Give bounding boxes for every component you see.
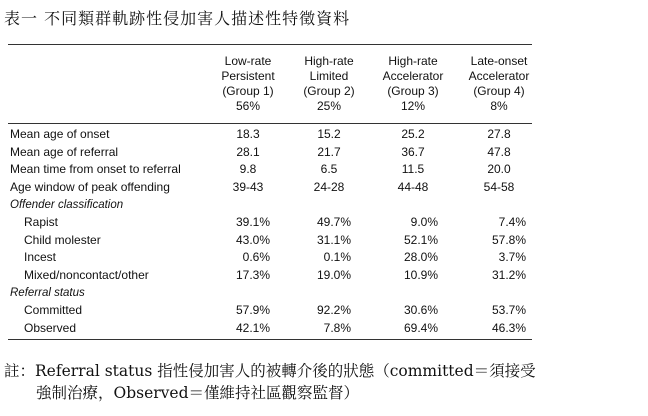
column-header-group-1 (208, 54, 288, 114)
table-cell: 57.8% (491, 233, 526, 247)
table-row (8, 232, 532, 249)
section-label: Offender classification (10, 199, 124, 211)
table-cell: 25.2 (401, 127, 425, 141)
row-label: Committed (24, 303, 83, 317)
table-cell: 9.0% (410, 215, 438, 229)
table-cell: 7.8% (323, 321, 351, 335)
table-row (8, 249, 532, 266)
footnote-line: 註：Referral status 指性侵加害人的被轉介後的狀態（committed＝須接受 (4, 362, 536, 380)
column-header-percent: 12% (400, 99, 426, 113)
table-cell: 31.1% (316, 233, 351, 247)
table-row (8, 179, 532, 196)
footnote (4, 360, 644, 404)
row-label: Child molester (24, 233, 101, 247)
column-header-group-4 (456, 54, 542, 114)
table-cell: 69.4% (403, 321, 438, 335)
row-label: Mixed/noncontact/other (24, 268, 149, 282)
table-cell: 9.8 (239, 162, 257, 176)
table-cell: 39.1% (235, 215, 270, 229)
column-header-group: (Group 3) (387, 84, 439, 98)
table-cell: 10.9% (403, 268, 438, 282)
table-cell: 21.7 (317, 145, 341, 159)
footnote-line: 強制治療，Observed＝僅維持社區觀察監督） (36, 384, 360, 402)
table-cell: 3.7% (498, 250, 526, 264)
table-row (8, 267, 532, 284)
table-cell: 20.0 (487, 162, 511, 176)
table-cell: 27.8 (487, 127, 511, 141)
table-cell: 92.2% (316, 303, 351, 317)
table-cell: 6.5 (320, 162, 338, 176)
table-cell: 39-43 (232, 180, 264, 194)
table-cell: 19.0% (316, 268, 351, 282)
row-label: Age window of peak offending (10, 180, 170, 194)
table-cell: 42.1% (235, 321, 270, 335)
section-header (8, 197, 532, 214)
top-rule (8, 44, 532, 45)
column-header-name: High-rate (388, 54, 438, 68)
column-header-subname: Accelerator (468, 69, 530, 83)
table-cell: 30.6% (403, 303, 438, 317)
table-cell: 53.7% (491, 303, 526, 317)
table-cell: 17.3% (235, 268, 270, 282)
column-header-percent: 25% (316, 99, 342, 113)
header-rule (8, 123, 532, 124)
table-cell: 47.8 (487, 145, 511, 159)
table-cell: 49.7% (316, 215, 351, 229)
section-label: Referral status (10, 287, 85, 299)
table-row (8, 144, 532, 161)
table-row (8, 214, 532, 231)
bottom-rule (8, 339, 532, 340)
table-cell: 31.2% (491, 268, 526, 282)
section-header (8, 285, 532, 302)
row-label: Mean time from onset to referral (10, 162, 181, 176)
column-header-group: (Group 1) (222, 84, 274, 98)
table-cell: 57.9% (235, 303, 270, 317)
column-header-percent: 56% (235, 99, 261, 113)
row-label: Mean age of onset (10, 127, 110, 141)
column-header-group: (Group 2) (303, 84, 355, 98)
table-title: 表一 不同類群軌跡性侵加害人描述性特徵資料 (4, 9, 351, 28)
table-cell: 43.0% (235, 233, 270, 247)
column-header-percent: 8% (490, 99, 508, 113)
column-header-subname: Accelerator (382, 69, 444, 83)
table-cell: 44-48 (397, 180, 429, 194)
column-header-subname: Persistent (221, 69, 275, 83)
table-cell: 52.1% (403, 233, 438, 247)
table-cell: 0.1% (323, 250, 351, 264)
table-row (8, 126, 532, 143)
table-cell: 24-28 (313, 180, 345, 194)
row-label: Incest (24, 250, 57, 264)
table-cell: 28.1 (236, 145, 260, 159)
column-header-name: Late-onset (470, 54, 528, 68)
column-header-group-3 (370, 54, 456, 114)
column-header-group: (Group 4) (473, 84, 525, 98)
table-cell: 11.5 (401, 162, 425, 176)
table-cell: 15.2 (317, 127, 341, 141)
table-cell: 28.0% (403, 250, 438, 264)
table-cell: 18.3 (236, 127, 260, 141)
row-label: Rapist (24, 215, 59, 229)
table-cell: 54-58 (483, 180, 515, 194)
table-cell: 36.7 (401, 145, 425, 159)
table-row (8, 302, 532, 319)
column-header-name: High-rate (304, 54, 354, 68)
row-label: Observed (24, 321, 77, 335)
column-header-name: Low-rate (224, 54, 272, 68)
table-cell: 46.3% (491, 321, 526, 335)
row-label: Mean age of referral (10, 145, 119, 159)
column-header-subname: Limited (309, 69, 349, 83)
table-row (8, 320, 532, 337)
table-row (8, 161, 532, 178)
table-cell: 7.4% (498, 215, 526, 229)
table-cell: 0.6% (242, 250, 270, 264)
column-header-group-2 (288, 54, 370, 114)
